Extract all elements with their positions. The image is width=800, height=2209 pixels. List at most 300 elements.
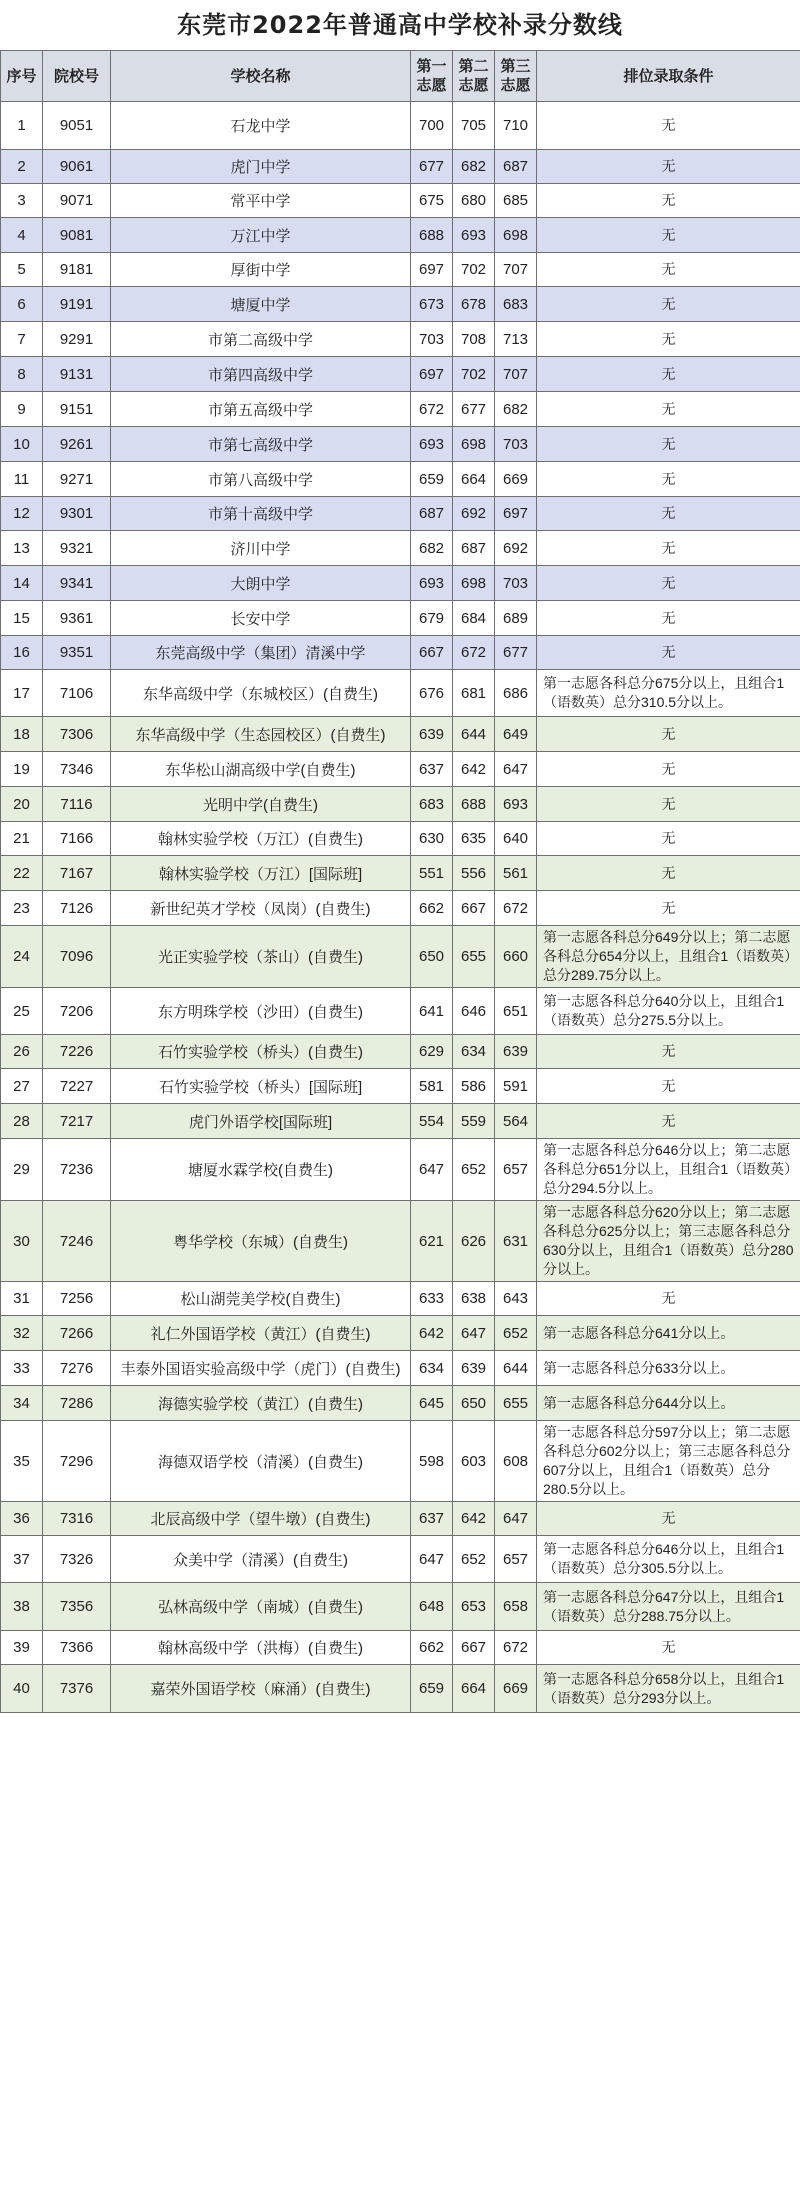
header-choice-1: 第一志愿 <box>411 51 453 102</box>
school-name-cell: 翰林实验学校（万江）[国际班] <box>111 856 411 891</box>
choice-3-score-cell: 683 <box>495 287 537 322</box>
row-index-cell: 23 <box>1 891 43 926</box>
school-name-cell: 虎门外语学校[国际班] <box>111 1104 411 1139</box>
condition-cell: 第一志愿各科总分646分以上，且组合1（语数英）总分305.5分以上。 <box>537 1536 800 1583</box>
table-row <box>1 566 800 601</box>
table-row <box>1 1035 800 1069</box>
school-code-cell: 7376 <box>43 1665 111 1713</box>
choice-1-score-cell: 647 <box>411 1139 453 1201</box>
choice-1-score-cell: 598 <box>411 1421 453 1502</box>
school-name-cell: 东华高级中学（东城校区）(自费生) <box>111 670 411 717</box>
choice-3-score-cell: 669 <box>495 462 537 497</box>
table-row <box>1 670 800 717</box>
school-name-cell: 塘厦水霖学校(自费生) <box>111 1139 411 1201</box>
school-code-cell: 7166 <box>43 822 111 856</box>
school-code-cell: 9351 <box>43 636 111 670</box>
table-row <box>1 988 800 1035</box>
condition-cell: 无 <box>537 1502 800 1536</box>
choice-2-score-cell: 634 <box>453 1035 495 1069</box>
school-code-cell: 9291 <box>43 322 111 357</box>
row-index-cell: 12 <box>1 497 43 531</box>
page-title: 东莞市2022年普通高中学校补录分数线 <box>177 11 623 39</box>
choice-2-score-cell: 559 <box>453 1104 495 1139</box>
choice-2-score-cell: 667 <box>453 891 495 926</box>
condition-cell: 无 <box>537 601 800 636</box>
choice-3-score-cell: 713 <box>495 322 537 357</box>
school-code-cell: 7236 <box>43 1139 111 1201</box>
row-index-cell: 15 <box>1 601 43 636</box>
choice-2-score-cell: 692 <box>453 497 495 531</box>
school-code-cell: 9131 <box>43 357 111 392</box>
condition-cell: 无 <box>537 822 800 856</box>
choice-2-score-cell: 693 <box>453 218 495 253</box>
condition-cell: 无 <box>537 891 800 926</box>
choice-2-score-cell: 688 <box>453 787 495 822</box>
condition-cell: 无 <box>537 856 800 891</box>
choice-2-score-cell: 687 <box>453 531 495 566</box>
choice-1-score-cell: 630 <box>411 822 453 856</box>
choice-1-score-cell: 673 <box>411 287 453 322</box>
row-index-cell: 18 <box>1 717 43 752</box>
school-code-cell: 7116 <box>43 787 111 822</box>
school-code-cell: 7356 <box>43 1583 111 1631</box>
table-row <box>1 218 800 253</box>
choice-3-score-cell: 689 <box>495 601 537 636</box>
school-name-cell: 石竹实验学校（桥头）(自费生) <box>111 1035 411 1069</box>
condition-cell: 无 <box>537 531 800 566</box>
choice-1-score-cell: 551 <box>411 856 453 891</box>
row-index-cell: 13 <box>1 531 43 566</box>
school-name-cell: 嘉荣外国语学校（麻涌）(自费生) <box>111 1665 411 1713</box>
header-code: 院校号 <box>43 51 111 102</box>
choice-3-score-cell: 697 <box>495 497 537 531</box>
condition-cell: 无 <box>537 150 800 184</box>
table-row <box>1 891 800 926</box>
choice-1-score-cell: 693 <box>411 566 453 601</box>
school-code-cell: 9051 <box>43 102 111 150</box>
school-code-cell: 9081 <box>43 218 111 253</box>
choice-3-score-cell: 669 <box>495 1665 537 1713</box>
choice-2-score-cell: 646 <box>453 988 495 1035</box>
table-row <box>1 102 800 150</box>
choice-2-score-cell: 680 <box>453 184 495 218</box>
row-index-cell: 38 <box>1 1583 43 1631</box>
school-name-cell: 长安中学 <box>111 601 411 636</box>
row-index-cell: 5 <box>1 253 43 287</box>
table-row <box>1 1386 800 1421</box>
header-choice-2: 第二志愿 <box>453 51 495 102</box>
choice-2-score-cell: 681 <box>453 670 495 717</box>
choice-1-score-cell: 700 <box>411 102 453 150</box>
school-code-cell: 7096 <box>43 926 111 988</box>
school-name-cell: 光正实验学校（茶山）(自费生) <box>111 926 411 988</box>
table-row <box>1 636 800 670</box>
row-index-cell: 34 <box>1 1386 43 1421</box>
choice-1-score-cell: 676 <box>411 670 453 717</box>
condition-cell: 无 <box>537 218 800 253</box>
choice-3-score-cell: 564 <box>495 1104 537 1139</box>
school-code-cell: 9181 <box>43 253 111 287</box>
choice-2-score-cell: 705 <box>453 102 495 150</box>
table-row <box>1 1069 800 1104</box>
choice-2-score-cell: 626 <box>453 1201 495 1282</box>
choice-1-score-cell: 688 <box>411 218 453 253</box>
choice-2-score-cell: 667 <box>453 1631 495 1665</box>
row-index-cell: 29 <box>1 1139 43 1201</box>
table-row <box>1 1583 800 1631</box>
choice-1-score-cell: 637 <box>411 1502 453 1536</box>
condition-cell: 无 <box>537 253 800 287</box>
school-code-cell: 7256 <box>43 1282 111 1316</box>
choice-2-score-cell: 642 <box>453 752 495 787</box>
row-index-cell: 40 <box>1 1665 43 1713</box>
school-name-cell: 礼仁外国语学校（黄江）(自费生) <box>111 1316 411 1351</box>
choice-2-score-cell: 684 <box>453 601 495 636</box>
choice-2-score-cell: 638 <box>453 1282 495 1316</box>
condition-cell: 无 <box>537 102 800 150</box>
choice-3-score-cell: 591 <box>495 1069 537 1104</box>
row-index-cell: 17 <box>1 670 43 717</box>
row-index-cell: 3 <box>1 184 43 218</box>
choice-3-score-cell: 608 <box>495 1421 537 1502</box>
choice-1-score-cell: 645 <box>411 1386 453 1421</box>
school-name-cell: 市第七高级中学 <box>111 427 411 462</box>
school-code-cell: 7227 <box>43 1069 111 1104</box>
table-row <box>1 287 800 322</box>
school-code-cell: 7126 <box>43 891 111 926</box>
choice-1-score-cell: 659 <box>411 462 453 497</box>
choice-3-score-cell: 644 <box>495 1351 537 1386</box>
condition-cell: 无 <box>537 497 800 531</box>
choice-3-score-cell: 677 <box>495 636 537 670</box>
condition-cell: 无 <box>537 1104 800 1139</box>
condition-cell: 无 <box>537 462 800 497</box>
choice-2-score-cell: 652 <box>453 1139 495 1201</box>
table-row <box>1 926 800 988</box>
row-index-cell: 26 <box>1 1035 43 1069</box>
table-row <box>1 1139 800 1201</box>
row-index-cell: 39 <box>1 1631 43 1665</box>
school-name-cell: 常平中学 <box>111 184 411 218</box>
choice-2-score-cell: 672 <box>453 636 495 670</box>
row-index-cell: 1 <box>1 102 43 150</box>
choice-1-score-cell: 554 <box>411 1104 453 1139</box>
row-index-cell: 20 <box>1 787 43 822</box>
choice-2-score-cell: 702 <box>453 253 495 287</box>
school-name-cell: 万江中学 <box>111 218 411 253</box>
choice-1-score-cell: 621 <box>411 1201 453 1282</box>
choice-1-score-cell: 672 <box>411 392 453 427</box>
table-row <box>1 427 800 462</box>
choice-2-score-cell: 556 <box>453 856 495 891</box>
school-name-cell: 弘林高级中学（南城）(自费生) <box>111 1583 411 1631</box>
school-code-cell: 7276 <box>43 1351 111 1386</box>
choice-2-score-cell: 698 <box>453 427 495 462</box>
choice-3-score-cell: 682 <box>495 392 537 427</box>
header-school-name: 学校名称 <box>111 51 411 102</box>
row-index-cell: 24 <box>1 926 43 988</box>
choice-2-score-cell: 652 <box>453 1536 495 1583</box>
row-index-cell: 37 <box>1 1536 43 1583</box>
school-name-cell: 济川中学 <box>111 531 411 566</box>
table-row <box>1 1536 800 1583</box>
table-row <box>1 1631 800 1665</box>
choice-3-score-cell: 649 <box>495 717 537 752</box>
school-code-cell: 9341 <box>43 566 111 601</box>
choice-2-score-cell: 639 <box>453 1351 495 1386</box>
school-name-cell: 丰泰外国语实验高级中学（虎门）(自费生) <box>111 1351 411 1386</box>
school-code-cell: 9361 <box>43 601 111 636</box>
school-code-cell: 9271 <box>43 462 111 497</box>
school-name-cell: 东华高级中学（生态园校区）(自费生) <box>111 717 411 752</box>
school-code-cell: 7246 <box>43 1201 111 1282</box>
table-row <box>1 150 800 184</box>
school-code-cell: 9061 <box>43 150 111 184</box>
choice-1-score-cell: 703 <box>411 322 453 357</box>
choice-1-score-cell: 693 <box>411 427 453 462</box>
school-code-cell: 7226 <box>43 1035 111 1069</box>
condition-cell: 无 <box>537 717 800 752</box>
choice-1-score-cell: 677 <box>411 150 453 184</box>
school-name-cell: 海德双语学校（清溪）(自费生) <box>111 1421 411 1502</box>
choice-1-score-cell: 679 <box>411 601 453 636</box>
condition-cell: 第一志愿各科总分649分以上；第二志愿各科总分654分以上，且组合1（语数英）总分289.75分以上。 <box>537 926 800 988</box>
row-index-cell: 6 <box>1 287 43 322</box>
school-name-cell: 市第五高级中学 <box>111 392 411 427</box>
school-code-cell: 9261 <box>43 427 111 462</box>
choice-3-score-cell: 672 <box>495 1631 537 1665</box>
condition-cell: 无 <box>537 1282 800 1316</box>
choice-1-score-cell: 641 <box>411 988 453 1035</box>
choice-1-score-cell: 682 <box>411 531 453 566</box>
table-row <box>1 184 800 218</box>
school-name-cell: 市第八高级中学 <box>111 462 411 497</box>
school-name-cell: 市第四高级中学 <box>111 357 411 392</box>
table-row <box>1 717 800 752</box>
choice-3-score-cell: 639 <box>495 1035 537 1069</box>
condition-cell: 无 <box>537 427 800 462</box>
condition-cell: 无 <box>537 752 800 787</box>
condition-cell: 无 <box>537 1069 800 1104</box>
choice-3-score-cell: 672 <box>495 891 537 926</box>
condition-cell: 第一志愿各科总分597分以上；第二志愿各科总分602分以上；第三志愿各科总分607分以上，且组合1（语数英）总分280.5分以上。 <box>537 1421 800 1502</box>
condition-cell: 无 <box>537 1631 800 1665</box>
row-index-cell: 32 <box>1 1316 43 1351</box>
table-row <box>1 253 800 287</box>
school-name-cell: 厚街中学 <box>111 253 411 287</box>
school-code-cell: 9071 <box>43 184 111 218</box>
table-row <box>1 1665 800 1713</box>
choice-3-score-cell: 686 <box>495 670 537 717</box>
school-name-cell: 虎门中学 <box>111 150 411 184</box>
choice-1-score-cell: 639 <box>411 717 453 752</box>
table-row <box>1 462 800 497</box>
school-code-cell: 7366 <box>43 1631 111 1665</box>
school-name-cell: 大朗中学 <box>111 566 411 601</box>
school-name-cell: 粤华学校（东城）(自费生) <box>111 1201 411 1282</box>
school-code-cell: 7206 <box>43 988 111 1035</box>
choice-2-score-cell: 708 <box>453 322 495 357</box>
condition-cell: 第一志愿各科总分640分以上，且组合1（语数英）总分275.5分以上。 <box>537 988 800 1035</box>
condition-cell: 无 <box>537 636 800 670</box>
choice-1-score-cell: 637 <box>411 752 453 787</box>
row-index-cell: 35 <box>1 1421 43 1502</box>
choice-3-score-cell: 685 <box>495 184 537 218</box>
choice-3-score-cell: 631 <box>495 1201 537 1282</box>
table-body <box>1 102 800 1713</box>
school-name-cell: 塘厦中学 <box>111 287 411 322</box>
school-name-cell: 松山湖莞美学校(自费生) <box>111 1282 411 1316</box>
school-code-cell: 7326 <box>43 1536 111 1583</box>
choice-1-score-cell: 662 <box>411 891 453 926</box>
choice-3-score-cell: 693 <box>495 787 537 822</box>
choice-3-score-cell: 655 <box>495 1386 537 1421</box>
row-index-cell: 31 <box>1 1282 43 1316</box>
choice-2-score-cell: 677 <box>453 392 495 427</box>
choice-1-score-cell: 697 <box>411 253 453 287</box>
table-row <box>1 856 800 891</box>
choice-1-score-cell: 633 <box>411 1282 453 1316</box>
school-code-cell: 7167 <box>43 856 111 891</box>
choice-3-score-cell: 707 <box>495 253 537 287</box>
table-header-row <box>1 51 800 102</box>
choice-2-score-cell: 642 <box>453 1502 495 1536</box>
choice-1-score-cell: 642 <box>411 1316 453 1351</box>
score-table <box>0 50 800 1713</box>
header-index: 序号 <box>1 51 43 102</box>
choice-2-score-cell: 698 <box>453 566 495 601</box>
choice-2-score-cell: 678 <box>453 287 495 322</box>
table-row <box>1 497 800 531</box>
school-name-cell: 石竹实验学校（桥头）[国际班] <box>111 1069 411 1104</box>
table-row <box>1 1201 800 1282</box>
choice-1-score-cell: 647 <box>411 1536 453 1583</box>
condition-cell: 无 <box>537 787 800 822</box>
school-code-cell: 7306 <box>43 717 111 752</box>
choice-3-score-cell: 652 <box>495 1316 537 1351</box>
choice-2-score-cell: 644 <box>453 717 495 752</box>
condition-cell: 第一志愿各科总分633分以上。 <box>537 1351 800 1386</box>
choice-2-score-cell: 635 <box>453 822 495 856</box>
table-row <box>1 752 800 787</box>
school-name-cell: 新世纪英才学校（凤岗）(自费生) <box>111 891 411 926</box>
choice-3-score-cell: 657 <box>495 1536 537 1583</box>
choice-2-score-cell: 586 <box>453 1069 495 1104</box>
choice-1-score-cell: 650 <box>411 926 453 988</box>
choice-2-score-cell: 664 <box>453 1665 495 1713</box>
choice-1-score-cell: 667 <box>411 636 453 670</box>
choice-3-score-cell: 561 <box>495 856 537 891</box>
condition-cell: 无 <box>537 392 800 427</box>
choice-1-score-cell: 634 <box>411 1351 453 1386</box>
table-row <box>1 1351 800 1386</box>
choice-1-score-cell: 648 <box>411 1583 453 1631</box>
choice-2-score-cell: 603 <box>453 1421 495 1502</box>
row-index-cell: 4 <box>1 218 43 253</box>
condition-cell: 第一志愿各科总分644分以上。 <box>537 1386 800 1421</box>
choice-3-score-cell: 687 <box>495 150 537 184</box>
row-index-cell: 28 <box>1 1104 43 1139</box>
choice-1-score-cell: 697 <box>411 357 453 392</box>
choice-1-score-cell: 581 <box>411 1069 453 1104</box>
row-index-cell: 30 <box>1 1201 43 1282</box>
school-code-cell: 7217 <box>43 1104 111 1139</box>
choice-3-score-cell: 703 <box>495 427 537 462</box>
choice-3-score-cell: 647 <box>495 752 537 787</box>
choice-1-score-cell: 662 <box>411 1631 453 1665</box>
row-index-cell: 22 <box>1 856 43 891</box>
row-index-cell: 25 <box>1 988 43 1035</box>
choice-2-score-cell: 650 <box>453 1386 495 1421</box>
row-index-cell: 27 <box>1 1069 43 1104</box>
table-row <box>1 601 800 636</box>
school-name-cell: 海德实验学校（黄江）(自费生) <box>111 1386 411 1421</box>
school-code-cell: 7286 <box>43 1386 111 1421</box>
condition-cell: 第一志愿各科总分620分以上；第二志愿各科总分625分以上；第三志愿各科总分630分以上，且组合1（语数英）总分280分以上。 <box>537 1201 800 1282</box>
row-index-cell: 2 <box>1 150 43 184</box>
table-row <box>1 322 800 357</box>
choice-1-score-cell: 629 <box>411 1035 453 1069</box>
condition-cell: 第一志愿各科总分641分以上。 <box>537 1316 800 1351</box>
choice-2-score-cell: 653 <box>453 1583 495 1631</box>
row-index-cell: 21 <box>1 822 43 856</box>
school-name-cell: 市第十高级中学 <box>111 497 411 531</box>
choice-3-score-cell: 651 <box>495 988 537 1035</box>
school-code-cell: 9321 <box>43 531 111 566</box>
row-index-cell: 14 <box>1 566 43 601</box>
condition-cell: 无 <box>537 1035 800 1069</box>
choice-2-score-cell: 655 <box>453 926 495 988</box>
choice-3-score-cell: 698 <box>495 218 537 253</box>
table-row <box>1 357 800 392</box>
table-row <box>1 1421 800 1502</box>
row-index-cell: 16 <box>1 636 43 670</box>
school-code-cell: 7106 <box>43 670 111 717</box>
row-index-cell: 19 <box>1 752 43 787</box>
school-code-cell: 9151 <box>43 392 111 427</box>
school-name-cell: 市第二高级中学 <box>111 322 411 357</box>
choice-1-score-cell: 659 <box>411 1665 453 1713</box>
row-index-cell: 36 <box>1 1502 43 1536</box>
choice-3-score-cell: 707 <box>495 357 537 392</box>
school-name-cell: 光明中学(自费生) <box>111 787 411 822</box>
row-index-cell: 10 <box>1 427 43 462</box>
row-index-cell: 11 <box>1 462 43 497</box>
choice-3-score-cell: 660 <box>495 926 537 988</box>
school-code-cell: 7316 <box>43 1502 111 1536</box>
school-code-cell: 7296 <box>43 1421 111 1502</box>
choice-3-score-cell: 657 <box>495 1139 537 1201</box>
choice-3-score-cell: 692 <box>495 531 537 566</box>
school-name-cell: 翰林高级中学（洪梅）(自费生) <box>111 1631 411 1665</box>
choice-3-score-cell: 640 <box>495 822 537 856</box>
table-row <box>1 1502 800 1536</box>
choice-2-score-cell: 664 <box>453 462 495 497</box>
condition-cell: 第一志愿各科总分647分以上，且组合1（语数英）总分288.75分以上。 <box>537 1583 800 1631</box>
choice-3-score-cell: 643 <box>495 1282 537 1316</box>
condition-cell: 第一志愿各科总分646分以上；第二志愿各科总分651分以上，且组合1（语数英）总分294.5分以上。 <box>537 1139 800 1201</box>
choice-2-score-cell: 702 <box>453 357 495 392</box>
choice-3-score-cell: 710 <box>495 102 537 150</box>
table-row <box>1 787 800 822</box>
row-index-cell: 33 <box>1 1351 43 1386</box>
school-name-cell: 东华松山湖高级中学(自费生) <box>111 752 411 787</box>
school-name-cell: 众美中学（清溪）(自费生) <box>111 1536 411 1583</box>
condition-cell: 无 <box>537 566 800 601</box>
school-name-cell: 东莞高级中学（集团）清溪中学 <box>111 636 411 670</box>
school-name-cell: 翰林实验学校（万江）(自费生) <box>111 822 411 856</box>
choice-2-score-cell: 682 <box>453 150 495 184</box>
